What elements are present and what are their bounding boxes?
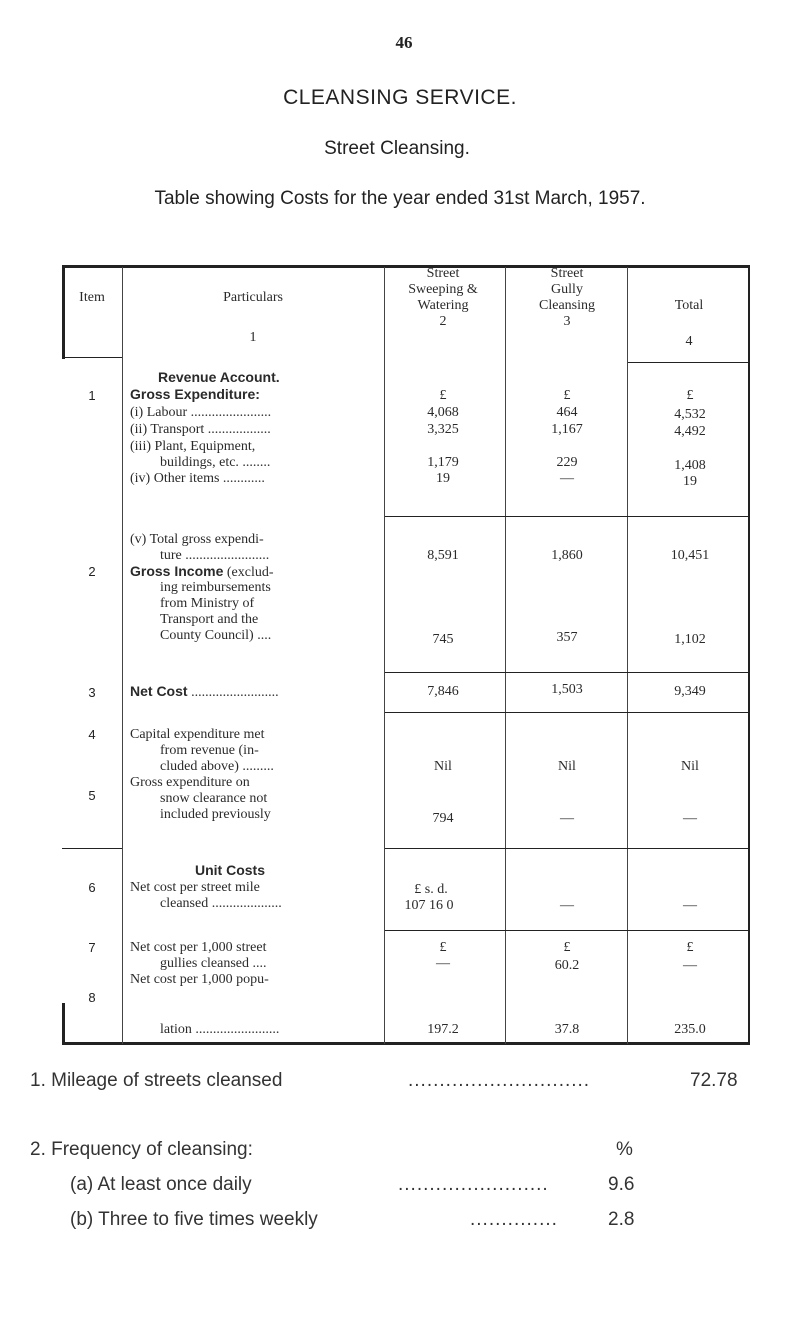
table-caption: Table showing Costs for the year ended 31st March, 1957. [154,188,646,209]
mile-cost-total: — [683,898,697,913]
item-number-1: 1 [88,388,96,403]
labour-label: (i) Labour ....................... [130,405,272,420]
population-cost-label-line2: lation ........................ [160,1022,280,1037]
gullies-cost-total: — [683,958,697,973]
table-left-border-bottom [62,1003,65,1043]
transport-total: 4,492 [674,424,706,439]
gullies-cost-label-line2: gullies cleansed .... [160,956,267,971]
plant-total: 1,408 [674,458,706,473]
daily-label: (a) At least once daily [70,1174,252,1195]
header-col2-line3: Watering [417,298,469,313]
snow-label-line1: Gross expenditure on [130,775,250,790]
plant-label-line1: (iii) Plant, Equipment, [130,439,256,454]
rule-unit-costs [385,848,748,849]
col-sep-gully [627,267,628,1044]
col-sep-item [122,267,123,1044]
gullies-cost-label-line1: Net cost per 1,000 street [130,940,267,955]
mileage-dots: ............................. [408,1070,591,1091]
snow-total: — [683,811,697,826]
gross-income-label-line2: ing reimbursements [160,580,271,595]
table-right-border [748,267,750,1044]
gross-income-col3: 357 [556,630,578,645]
item-number-4: 4 [88,727,96,742]
capital-label-line2: from revenue (in- [160,743,259,758]
gullies-cost-col2: — [436,956,450,971]
weekly-value: 2.8 [608,1209,635,1230]
net-cost-total: 9,349 [674,684,706,699]
header-rule-item [62,357,122,358]
rule-per-thousand [385,930,748,931]
gross-income-label-line5: County Council) .... [160,628,272,643]
header-col3-number: 3 [563,314,571,329]
mile-cost-col2: 107 16 0 [404,898,454,913]
other-col2: 19 [436,471,450,486]
capital-col3: Nil [558,759,576,774]
population-cost-col2: 197.2 [427,1022,459,1037]
other-col3: — [560,471,574,486]
population-cost-label-line1: Net cost per 1,000 popu- [130,972,269,987]
table-top-rule [62,265,750,268]
snow-label-line2: snow clearance not [160,791,268,806]
item-number-2: 2 [88,564,96,579]
net-cost-label [130,684,279,700]
plant-label-line2: buildings, etc. ........ [160,455,271,470]
daily-dots: ........................ [398,1174,549,1195]
header-col2-line2: Sweeping & [408,282,478,297]
currency-col4: £ [686,388,694,403]
total-gross-label-line2: ture ........................ [160,548,270,563]
total-gross-total: 10,451 [670,548,710,563]
header-item: Item [79,290,105,305]
header-particulars: Particulars [223,290,283,305]
mile-cost-units: £ s. d. [414,882,448,897]
other-items-label: (iv) Other items ............ [130,471,265,486]
snow-label-line3: included previously [160,807,271,822]
gross-income-label-line4: Transport and the [160,612,259,627]
mileage-label: 1. Mileage of streets cleansed [30,1070,283,1091]
currency-per-thousand-col4: £ [686,940,694,955]
weekly-dots: .............. [470,1209,558,1230]
snow-col2: 794 [432,811,454,826]
header-col2-line1: Street [426,266,460,281]
mile-cost-label-line2: cleansed .................... [160,896,282,911]
population-cost-col3: 37.8 [554,1022,580,1037]
currency-per-thousand-col2: £ [439,940,447,955]
header-particulars-number: 1 [249,330,257,345]
rule-net-cost-top [385,672,748,673]
rule-net-cost-bottom [385,712,748,713]
frequency-unit: % [616,1139,633,1160]
header-rule-total [628,362,748,363]
population-cost-total: 235.0 [674,1022,706,1037]
header-col3-line3: Cleansing [539,298,595,313]
gross-income-heading: Gross Income [130,563,224,579]
transport-col3: 1,167 [551,422,583,437]
item-number-8: 8 [88,990,96,1005]
capital-col2: Nil [434,759,452,774]
page-number: 46 [395,33,413,52]
header-total: Total [674,298,704,313]
gross-income-total: 1,102 [674,632,706,647]
mile-cost-label-line1: Net cost per street mile [130,880,260,895]
item-number-3: 3 [88,685,96,700]
header-col3-line1: Street [550,266,584,281]
net-cost-col3: 1,503 [551,682,583,697]
net-cost-heading: Net Cost [130,683,188,699]
daily-value: 9.6 [608,1174,635,1195]
gross-income-col2: 745 [432,632,454,647]
transport-label: (ii) Transport .................. [130,422,271,437]
header-total-number: 4 [685,334,693,349]
page-title: CLEANSING SERVICE. [283,86,517,109]
table-left-border [62,267,65,359]
item-number-5: 5 [88,788,96,803]
rule-total-gross [385,516,748,517]
snow-col3: — [560,811,574,826]
other-total: 19 [683,474,697,489]
unit-costs-heading: Unit Costs [195,862,265,878]
labour-col3: 464 [556,405,578,420]
net-cost-dots: ......................... [187,685,279,700]
labour-col2: 4,068 [427,405,459,420]
currency-col2: £ [439,388,447,403]
total-gross-label-line1: (v) Total gross expendi- [130,532,264,547]
plant-col2: 1,179 [427,455,459,470]
mileage-value: 72.78 [690,1070,738,1091]
transport-col2: 3,325 [427,422,459,437]
capital-total: Nil [681,759,699,774]
gross-expenditure-heading: Gross Expenditure: [130,386,260,402]
total-gross-col3: 1,860 [551,548,583,563]
currency-col3: £ [563,388,571,403]
labour-total: 4,532 [674,407,706,422]
gross-income-excl: (exclud- [223,565,274,580]
gullies-cost-col3: 60.2 [554,958,580,973]
capital-label-line1: Capital expenditure met [130,727,265,742]
mile-cost-col3: — [560,898,574,913]
table-bottom-rule [62,1042,750,1045]
item-number-7: 7 [88,940,96,955]
header-col3-line2: Gully [551,282,583,297]
rule-unit-item [62,848,122,849]
revenue-account-heading: Revenue Account. [158,369,280,385]
header-col2-number: 2 [439,314,447,329]
frequency-label: 2. Frequency of cleansing: [30,1139,253,1160]
col-sep-sweeping [505,267,506,1044]
capital-label-line3: cluded above) ......... [160,759,274,774]
gross-income-label-line1 [130,564,274,580]
total-gross-col2: 8,591 [427,548,459,563]
currency-per-thousand-col3: £ [563,940,571,955]
col-sep-particulars [384,267,385,1044]
net-cost-col2: 7,846 [427,684,459,699]
gross-income-label-line3: from Ministry of [160,596,255,611]
plant-col3: 229 [556,455,578,470]
item-number-6: 6 [88,880,96,895]
weekly-label: (b) Three to five times weekly [70,1209,318,1230]
subtitle: Street Cleansing. [324,138,470,159]
